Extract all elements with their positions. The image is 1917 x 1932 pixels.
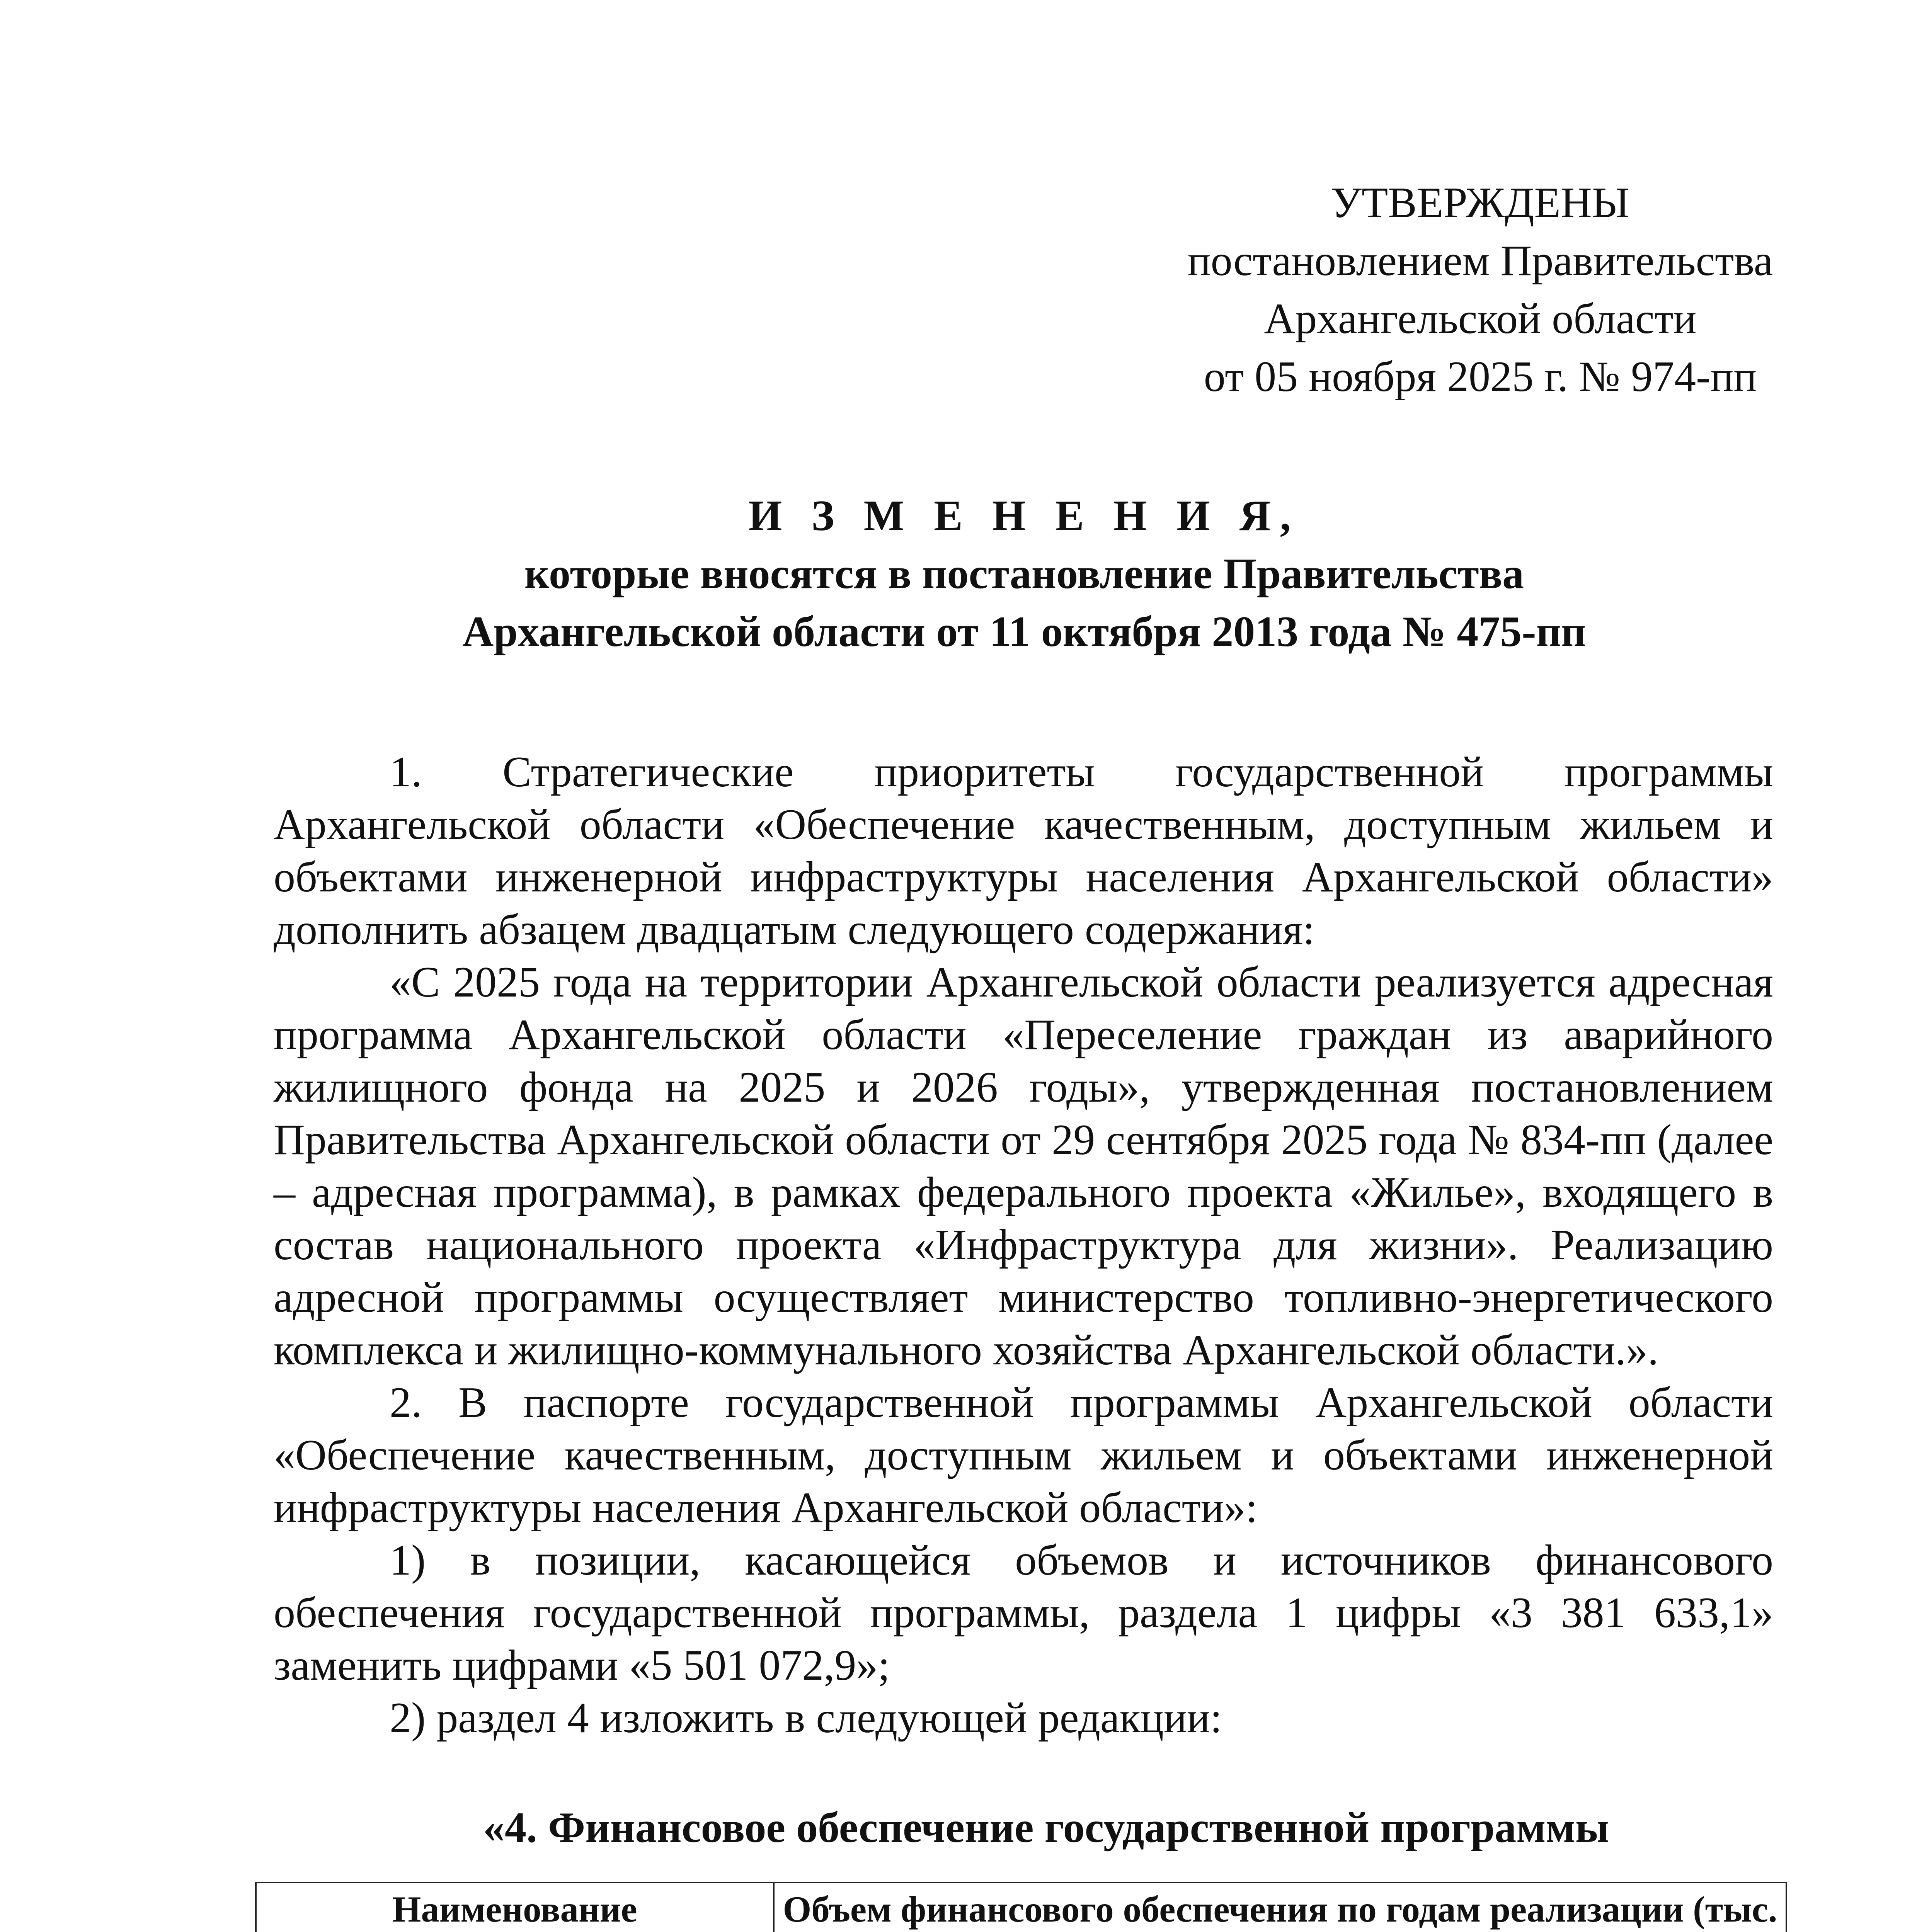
approval-stamp xyxy=(1152,174,1809,406)
paragraph: 1) в позиции, касающейся объемов и источников финансового обеспечения государственной программы, раздела 1 цифры «3 381 633,1» заменить цифрами «5 501 072,9»; xyxy=(274,1536,1773,1689)
header-volume: Объем финансового обеспечения по годам реализации (тыс. xyxy=(774,1883,1786,1932)
approval-line-2: постановлением Правительства xyxy=(1187,237,1773,285)
paragraph: 2. В паспорте государственной программы Архангельской области «Обеспечение качественным, доступным жильем и объектами инженерной инфраструктуры населения Архангельской области»: xyxy=(274,1379,1773,1532)
body-text xyxy=(274,746,1773,1744)
table-header-row xyxy=(256,1883,1786,1932)
paragraph: «С 2025 года на территории Архангельской области реализуется адресная программа Архангельской области «Переселение граждан из аварийного жилищного фонда на 2025 и 2026 годы», утвержденная постановлением Правительства Архангельской области от 29 сентября 2025 года № 834-пп (далее – адресная программа), в рамках федерального проекта «Жилье», входящего в состав национального проекта «Инфраструктура для жизни». Реализацию адресной программы осуществляет министерство топливно-энергетического комплекса и жилищно-коммунального хозяйства Архангельской области.». xyxy=(274,958,1773,1374)
title-line-1: И З М Е Н Е Н И Я, xyxy=(748,492,1300,540)
approval-line-4: от 05 ноября 2025 г. № 974-пп xyxy=(1204,353,1757,401)
approval-line-3: Архангельской области xyxy=(1264,295,1697,343)
header-name: Наименование xyxy=(256,1883,774,1932)
paragraph: 1. Стратегические приоритеты государственной программы Архангельской области «Обеспечение качественным, доступным жильем и объектами инженерной инфраструктуры населения Архангельской области» дополнить абзацем двадцатым следующего содержания: xyxy=(274,748,1773,954)
document-title xyxy=(271,487,1778,661)
section-heading: «4. Финансовое обеспечение государственной программы xyxy=(483,1804,1609,1852)
approval-line-1: УТВЕРЖДЕНЫ xyxy=(1331,179,1630,227)
title-line-3: Архангельской области от 11 октября 2013 года № 475-пп xyxy=(462,608,1586,656)
paragraph: 2) раздел 4 изложить в следующей редакции: xyxy=(390,1694,1222,1742)
title-line-2: которые вносятся в постановление Правительства xyxy=(524,550,1524,598)
financing-table xyxy=(255,1882,1787,1932)
